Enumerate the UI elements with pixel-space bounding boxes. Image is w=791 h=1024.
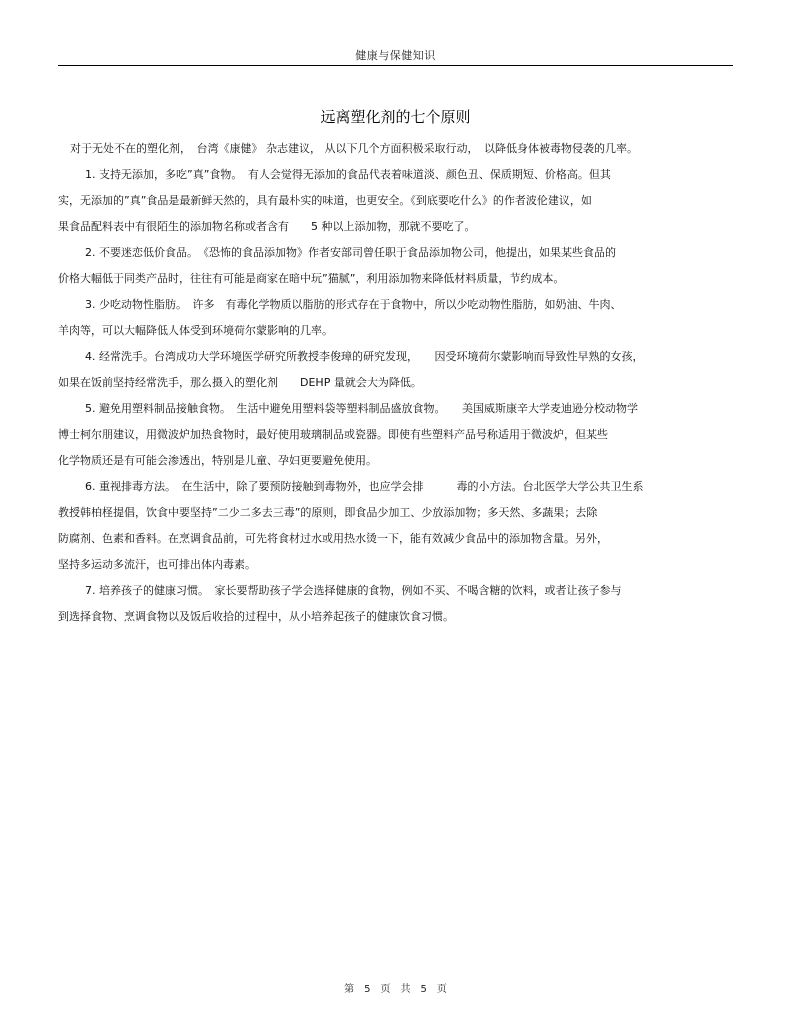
principle-1-line-2: 实，无添加的”真”食品是最新鲜天然的，具有最朴实的味道，也更安全。《到底要吃什么》的作者波伦建议，如	[58, 194, 592, 207]
principle-6-line-2: 教授韩柏柽提倡，饮食中要坚持”二少二多去三毒”的原则，即食品少加工、少放添加物；多天然、多蔬果；去除	[58, 506, 598, 519]
principle-6-line-4: 坚持多运动多流汗，也可排出体内毒素。	[58, 558, 256, 571]
principle-7-line-2: 到选择食物、烹调食物以及饭后收拾的过程中，从小培养起孩子的健康饮食习惯。	[58, 610, 454, 623]
header-divider	[58, 65, 733, 66]
principle-6-line-1: 6. 重视排毒方法。 在生活中，除了要预防接触到毒物外，也应学会排 毒的小方法。台北医学大学公共卫生系	[85, 480, 644, 493]
principle-4-line-1: 4. 经常洗手。台湾成功大学环境医学研究所教授李俊璋的研究发现， 因受环境荷尔蒙影响而导致性早熟的女孩，	[85, 350, 644, 363]
principle-1-line-1: 1. 支持无添加，多吃”真”食物。 有人会觉得无添加的食品代表着味道淡、颜色丑、保质期短、价格高。但其	[85, 168, 611, 181]
principle-7-line-1: 7. 培养孩子的健康习惯。 家长要帮助孩子学会选择健康的食物，例如不买、不喝含糖的饮料，或者让孩子参与	[85, 584, 622, 597]
principle-3-line-2: 羊肉等，可以大幅降低人体受到环境荷尔蒙影响的几率。	[58, 324, 333, 337]
document-body	[58, 136, 734, 630]
principle-3-line-1: 3. 少吃动物性脂肪。 许多 有毒化学物质以脂肪的形式存在于食物中，所以少吃动物性脂肪，如奶油、牛肉、	[85, 298, 622, 311]
intro-line: 对于无处不在的塑化剂， 台湾《康健》 杂志建议， 从以下几个方面积极采取行动， 以降低身体被毒物侵袭的几率。	[70, 142, 638, 155]
principle-2-line-2: 价格大幅低于同类产品时，往往有可能是商家在暗中玩”猫腻”，利用添加物来降低材料质量，节约成本。	[58, 272, 565, 285]
principle-5-line-3: 化学物质还是有可能会渗透出，特别是儿童、孕妇更要避免使用。	[58, 454, 377, 467]
page-number: 第 5 页 共 5 页	[344, 984, 447, 995]
principle-1-line-3: 果食品配料表中有很陌生的添加物名称或者含有 5 种以上添加物，那就不要吃了。	[58, 220, 476, 233]
principle-5-line-2: 博士柯尔朋建议，用微波炉加热食物时，最好使用玻璃制品或瓷器。即使有些塑料产品号称适用于微波炉，但某些	[58, 428, 608, 441]
document-title: 远离塑化剂的七个原则	[320, 108, 471, 126]
page-header: 健康与保健知识	[355, 49, 436, 62]
principle-2-line-1: 2. 不要迷恋低价食品。 《恐怖的食品添加物》作者安部司曾任职于食品添加物公司，他提出，如果某些食品的	[85, 246, 616, 259]
principle-5-line-1: 5. 避免用塑料制品接触食物。 生活中避免用塑料袋等塑料制品盛放食物。 美国威斯康辛大学麦迪逊分校动物学	[85, 402, 638, 415]
principle-4-line-2: 如果在饭前坚持经常洗手，那么摄入的塑化剂 DEHP 量就会大为降低。	[58, 376, 422, 389]
principle-6-line-3: 防腐剂、色素和香料。在烹调食品前，可先将食材过水或用热水烫一下，能有效减少食品中的添加物含量。另外，	[58, 532, 608, 545]
